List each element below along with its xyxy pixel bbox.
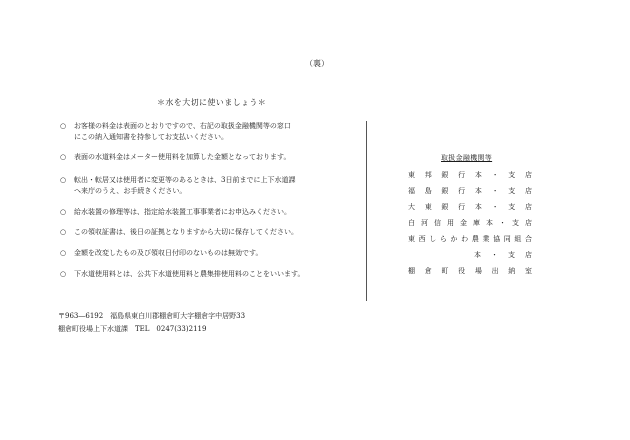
note-line: 転出・転居又は使用者に変更等のあるときは、3日前までに上下水道課	[74, 176, 296, 184]
note-line: この領収証書は、後日の証拠となりますから大切に保存してください。	[74, 228, 298, 236]
note-line: にこの納入通知書を持参してお支払いください。	[74, 133, 228, 141]
bank-row: 東 西 し ら か わ 農 業 協 同 組 合	[408, 235, 532, 243]
page-side-marker: （裏）	[305, 59, 329, 68]
circle-bullet-icon: ○	[59, 153, 67, 161]
circle-bullet-icon: ○	[59, 176, 67, 184]
note-line: 給水装置の修理等は、指定給水装置工事事業者にお申込みください。	[74, 208, 291, 216]
note-line: 下水道使用料とは、公共下水道使用料と農集排使用料のことをいいます。	[74, 270, 305, 278]
bank-row: 東 邦 銀 行 本 ・ 支 店	[408, 171, 532, 179]
bank-row: 白 河 信 用 金 庫 本 ・ 支 店	[408, 219, 532, 227]
bank-row: 本 ・ 支 店	[474, 251, 532, 259]
circle-bullet-icon: ○	[59, 208, 67, 216]
circle-bullet-icon: ○	[59, 270, 67, 278]
circle-bullet-icon: ○	[59, 228, 67, 236]
footer-contact	[58, 310, 245, 336]
footer-phone: 棚倉町役場上下水道課 TEL 0247(33)2119	[58, 325, 207, 333]
note-line: お客様の料金は表面のとおりですので、右記の取扱金融機関等の窓口	[74, 122, 291, 130]
bank-row: 福 島 銀 行 本 ・ 支 店	[408, 187, 532, 195]
vertical-divider	[366, 121, 367, 301]
note-line: 金額を改変したもの及び領収日付印のないものは無効です。	[74, 249, 263, 257]
note-line: 表面の水道料金はメーター使用料を加算した金額となっております。	[74, 153, 291, 161]
circle-bullet-icon: ○	[59, 249, 67, 257]
circle-bullet-icon: ○	[59, 122, 67, 130]
footer-address: 〒963―6192 福島県東白川郡棚倉町大字棚倉字中居野33	[58, 312, 246, 320]
note-line: へ来庁のうえ、お手続きください。	[74, 187, 187, 195]
notice-heading: ＊水を大切に使いましょう＊	[157, 98, 267, 107]
bank-row: 大 東 銀 行 本 ・ 支 店	[408, 203, 532, 211]
banks-title: 取扱金融機関等	[441, 154, 493, 162]
bank-row: 棚 倉 町 役 場 出 納 室	[408, 267, 532, 275]
